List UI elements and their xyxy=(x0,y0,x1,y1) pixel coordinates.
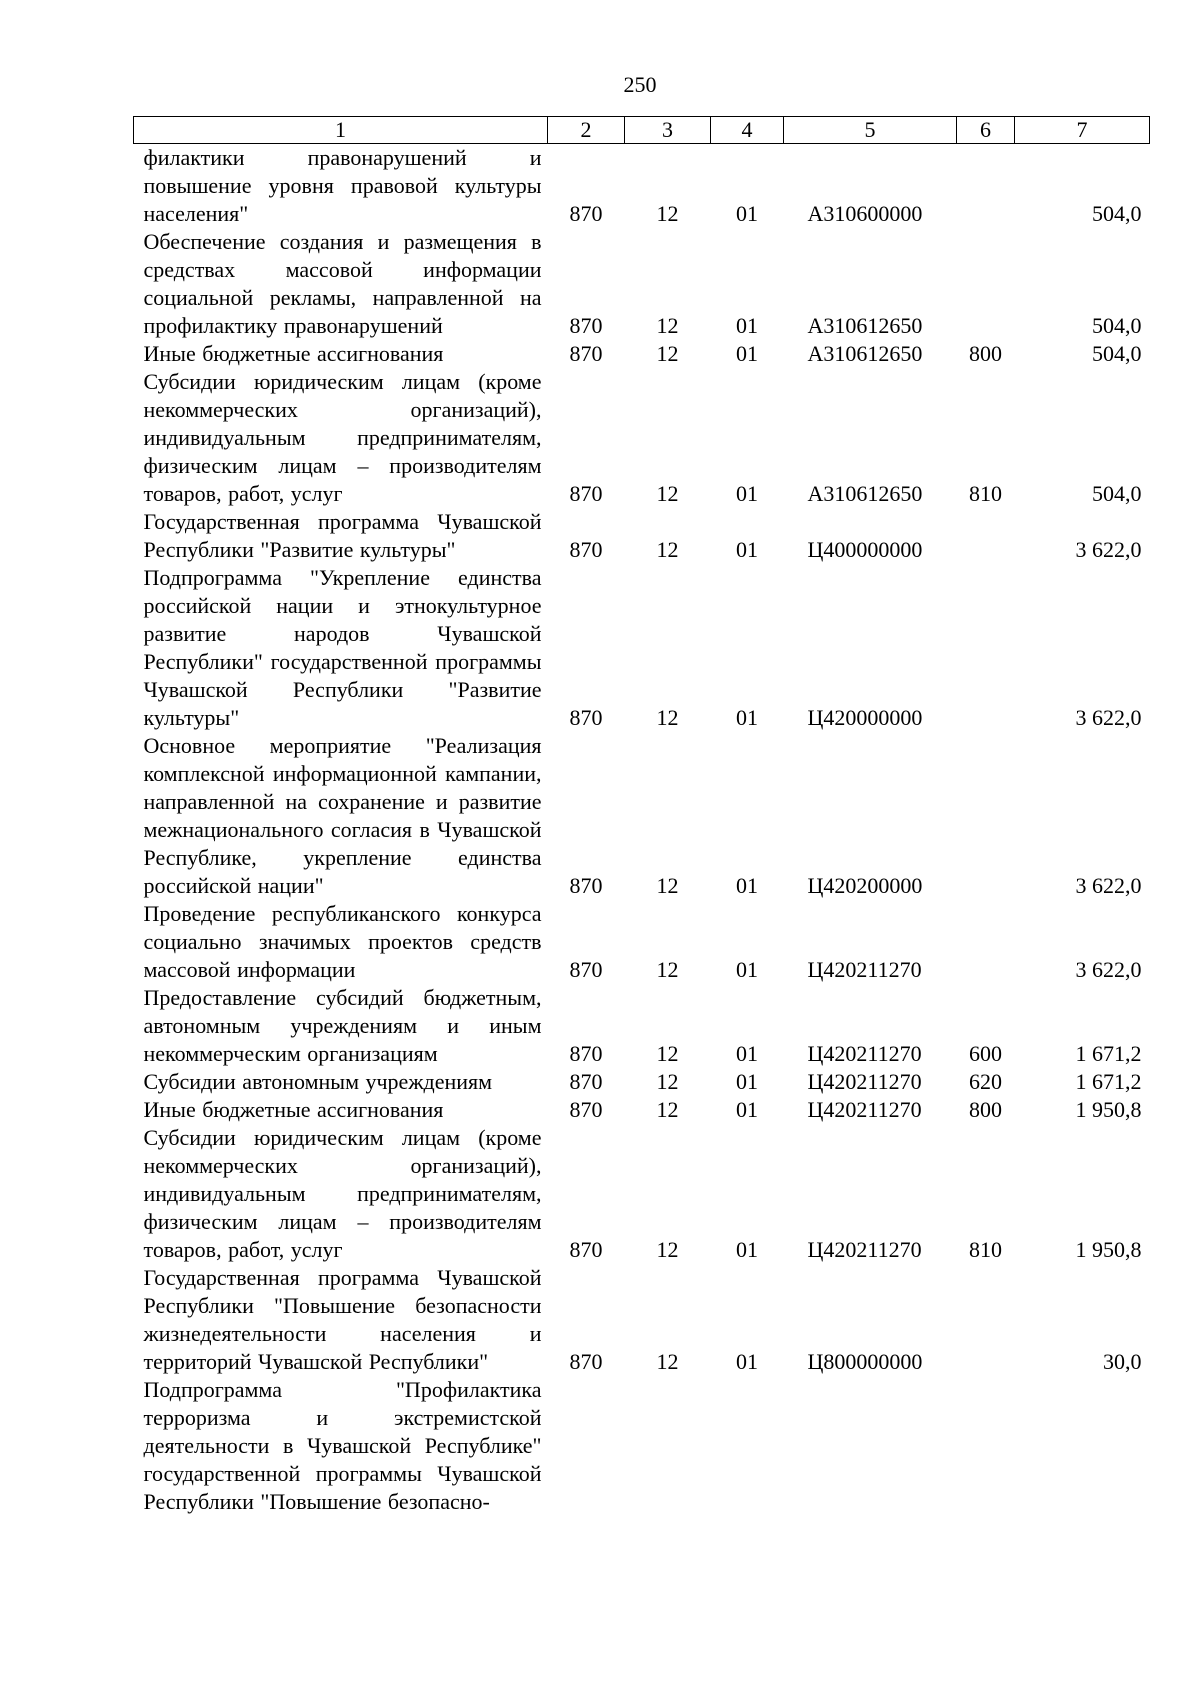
row-code-2: 870 xyxy=(569,313,603,338)
row-code-5: А310600000 xyxy=(807,201,923,226)
row-name: Государственная программа Чувашской Республики "Повышение безопасности жизнедеятельности населения и территорий Чувашской Республики" xyxy=(143,1265,542,1374)
row-amount: 1 671,2 xyxy=(1075,1041,1142,1066)
row-code-3: 12 xyxy=(656,481,679,506)
row-name: Подпрограмма "Укрепление единства российской нации и этнокультурное развитие народов Чувашской Республики" государственной программы Чувашской Республики "Развитие культуры" xyxy=(143,565,542,730)
row-amount: 504,0 xyxy=(1092,313,1142,338)
row-code-4: 01 xyxy=(736,537,758,562)
table-row xyxy=(134,900,1150,984)
row-code-4: 01 xyxy=(736,1041,758,1066)
table-row xyxy=(134,228,1150,340)
row-amount: 30,0 xyxy=(1103,1349,1142,1374)
row-code-4: 01 xyxy=(736,1069,758,1094)
row-code-3: 12 xyxy=(656,957,679,982)
page-number: 250 xyxy=(623,72,657,97)
table-row xyxy=(134,1264,1150,1376)
row-code-2: 870 xyxy=(569,537,603,562)
budget-table xyxy=(133,116,1150,1516)
row-code-5: Ц420211270 xyxy=(807,1041,922,1066)
header-row xyxy=(134,117,1150,144)
row-code-2: 870 xyxy=(569,481,603,506)
row-code-6: 810 xyxy=(969,1237,1002,1262)
row-name: Обеспечение создания и размещения в средствах массовой информации социальной рекламы, направленной на профилактику правонарушений xyxy=(143,229,542,338)
row-name: филактики правонарушений и повышение уровня правовой культуры населения" xyxy=(143,145,542,226)
row-name: Основное мероприятие "Реализация комплексной информационной кампании, направленной на сохранение и развитие межнационального согласия в Чувашской Республике, укрепление единства российской нации" xyxy=(143,733,542,898)
row-code-2: 870 xyxy=(569,1237,603,1262)
row-code-4: 01 xyxy=(736,957,758,982)
row-code-4: 01 xyxy=(736,1237,758,1262)
row-code-3: 12 xyxy=(656,537,679,562)
row-code-2: 870 xyxy=(569,341,603,366)
row-name: Субсидии автономным учреждениям xyxy=(143,1069,493,1094)
table-row xyxy=(134,1096,1150,1124)
row-amount: 3 622,0 xyxy=(1075,957,1142,982)
header-col-3: 3 xyxy=(625,117,711,144)
row-amount: 1 950,8 xyxy=(1075,1237,1142,1262)
row-code-6 xyxy=(957,1376,1015,1516)
row-name: Иные бюджетные ассигнования xyxy=(143,341,444,366)
row-amount: 504,0 xyxy=(1092,341,1142,366)
header-col-1: 1 xyxy=(134,117,548,144)
row-code-5 xyxy=(784,1376,957,1516)
row-code-3: 12 xyxy=(656,873,679,898)
header-col-6: 6 xyxy=(957,117,1015,144)
row-code-5: Ц420211270 xyxy=(807,1069,922,1094)
row-code-6: 800 xyxy=(969,341,1002,366)
row-code-6 xyxy=(957,564,1015,732)
row-code-6 xyxy=(957,900,1015,984)
row-code-5: Ц400000000 xyxy=(807,537,923,562)
row-code-5: Ц800000000 xyxy=(807,1349,923,1374)
row-code-4: 01 xyxy=(736,341,758,366)
row-code-2: 870 xyxy=(569,1069,603,1094)
row-code-2: 870 xyxy=(569,1349,603,1374)
row-code-3: 12 xyxy=(656,1237,679,1262)
row-code-5: Ц420211270 xyxy=(807,957,922,982)
row-name: Подпрограмма "Профилактика терроризма и экстремистской деятельности в Чувашской Республике" государственной программы Чувашской Республики "Повышение безопасно- xyxy=(143,1377,542,1514)
table-row xyxy=(134,732,1150,900)
row-amount: 3 622,0 xyxy=(1075,537,1142,562)
row-code-6 xyxy=(957,228,1015,340)
header-col-5: 5 xyxy=(784,117,957,144)
row-code-3: 12 xyxy=(656,1097,679,1122)
row-code-6: 600 xyxy=(969,1041,1002,1066)
row-code-2: 870 xyxy=(569,201,603,226)
table-body xyxy=(134,144,1150,1517)
row-code-6: 800 xyxy=(969,1097,1002,1122)
row-code-2: 870 xyxy=(569,957,603,982)
table-row xyxy=(134,340,1150,368)
row-code-2 xyxy=(548,1376,625,1516)
header-col-2: 2 xyxy=(548,117,625,144)
table-header xyxy=(134,117,1150,144)
row-code-3: 12 xyxy=(656,341,679,366)
row-code-2: 870 xyxy=(569,1041,603,1066)
row-code-5: Ц420200000 xyxy=(807,873,923,898)
row-code-4: 01 xyxy=(736,1097,758,1122)
header-col-4: 4 xyxy=(711,117,784,144)
row-amount xyxy=(1015,1376,1150,1516)
row-code-4 xyxy=(711,1376,784,1516)
row-code-6 xyxy=(957,144,1015,229)
table-row xyxy=(134,144,1150,229)
table-row xyxy=(134,508,1150,564)
row-code-6: 810 xyxy=(969,481,1002,506)
row-amount: 3 622,0 xyxy=(1075,705,1142,730)
row-code-6 xyxy=(957,732,1015,900)
row-code-5: Ц420000000 xyxy=(807,705,923,730)
row-code-6: 620 xyxy=(969,1069,1002,1094)
row-code-4: 01 xyxy=(736,705,758,730)
row-name: Иные бюджетные ассигнования xyxy=(143,1097,444,1122)
row-code-4: 01 xyxy=(736,201,758,226)
row-code-3: 12 xyxy=(656,705,679,730)
row-amount: 1 950,8 xyxy=(1075,1097,1142,1122)
row-code-4: 01 xyxy=(736,873,758,898)
row-amount: 3 622,0 xyxy=(1075,873,1142,898)
table-row xyxy=(134,1124,1150,1264)
table-row xyxy=(134,1376,1150,1516)
row-code-6 xyxy=(957,508,1015,564)
table-row xyxy=(134,368,1150,508)
row-code-4: 01 xyxy=(736,313,758,338)
row-amount: 504,0 xyxy=(1092,201,1142,226)
row-name: Проведение республиканского конкурса социально значимых проектов средств массовой информации xyxy=(143,901,542,982)
row-code-3: 12 xyxy=(656,201,679,226)
header-col-7: 7 xyxy=(1015,117,1150,144)
row-amount: 1 671,2 xyxy=(1075,1069,1142,1094)
row-code-4: 01 xyxy=(736,481,758,506)
row-code-5: А310612650 xyxy=(807,313,923,338)
row-code-2: 870 xyxy=(569,1097,603,1122)
row-code-3: 12 xyxy=(656,1041,679,1066)
row-name: Субсидии юридическим лицам (кроме некоммерческих организаций), индивидуальным предпринимателям, физическим лицам – производителям товаров, работ, услуг xyxy=(143,369,542,506)
row-code-4: 01 xyxy=(736,1349,758,1374)
row-amount: 504,0 xyxy=(1092,481,1142,506)
row-code-3: 12 xyxy=(656,1069,679,1094)
row-code-5: Ц420211270 xyxy=(807,1097,922,1122)
row-name: Предоставление субсидий бюджетным, автономным учреждениям и иным некоммерческим организациям xyxy=(143,985,542,1066)
table-row xyxy=(134,984,1150,1068)
row-code-6 xyxy=(957,1264,1015,1376)
table-row xyxy=(134,564,1150,732)
row-code-5: Ц420211270 xyxy=(807,1237,922,1262)
row-name: Государственная программа Чувашской Республики "Развитие культуры" xyxy=(143,509,542,562)
table-row xyxy=(134,1068,1150,1096)
row-code-3: 12 xyxy=(656,1349,679,1374)
row-code-5: А310612650 xyxy=(807,481,923,506)
row-code-5: А310612650 xyxy=(807,341,923,366)
row-code-2: 870 xyxy=(569,705,603,730)
row-code-3 xyxy=(625,1376,711,1516)
row-code-3: 12 xyxy=(656,313,679,338)
row-name: Субсидии юридическим лицам (кроме некоммерческих организаций), индивидуальным предпринимателям, физическим лицам – производителям товаров, работ, услуг xyxy=(143,1125,542,1262)
row-code-2: 870 xyxy=(569,873,603,898)
